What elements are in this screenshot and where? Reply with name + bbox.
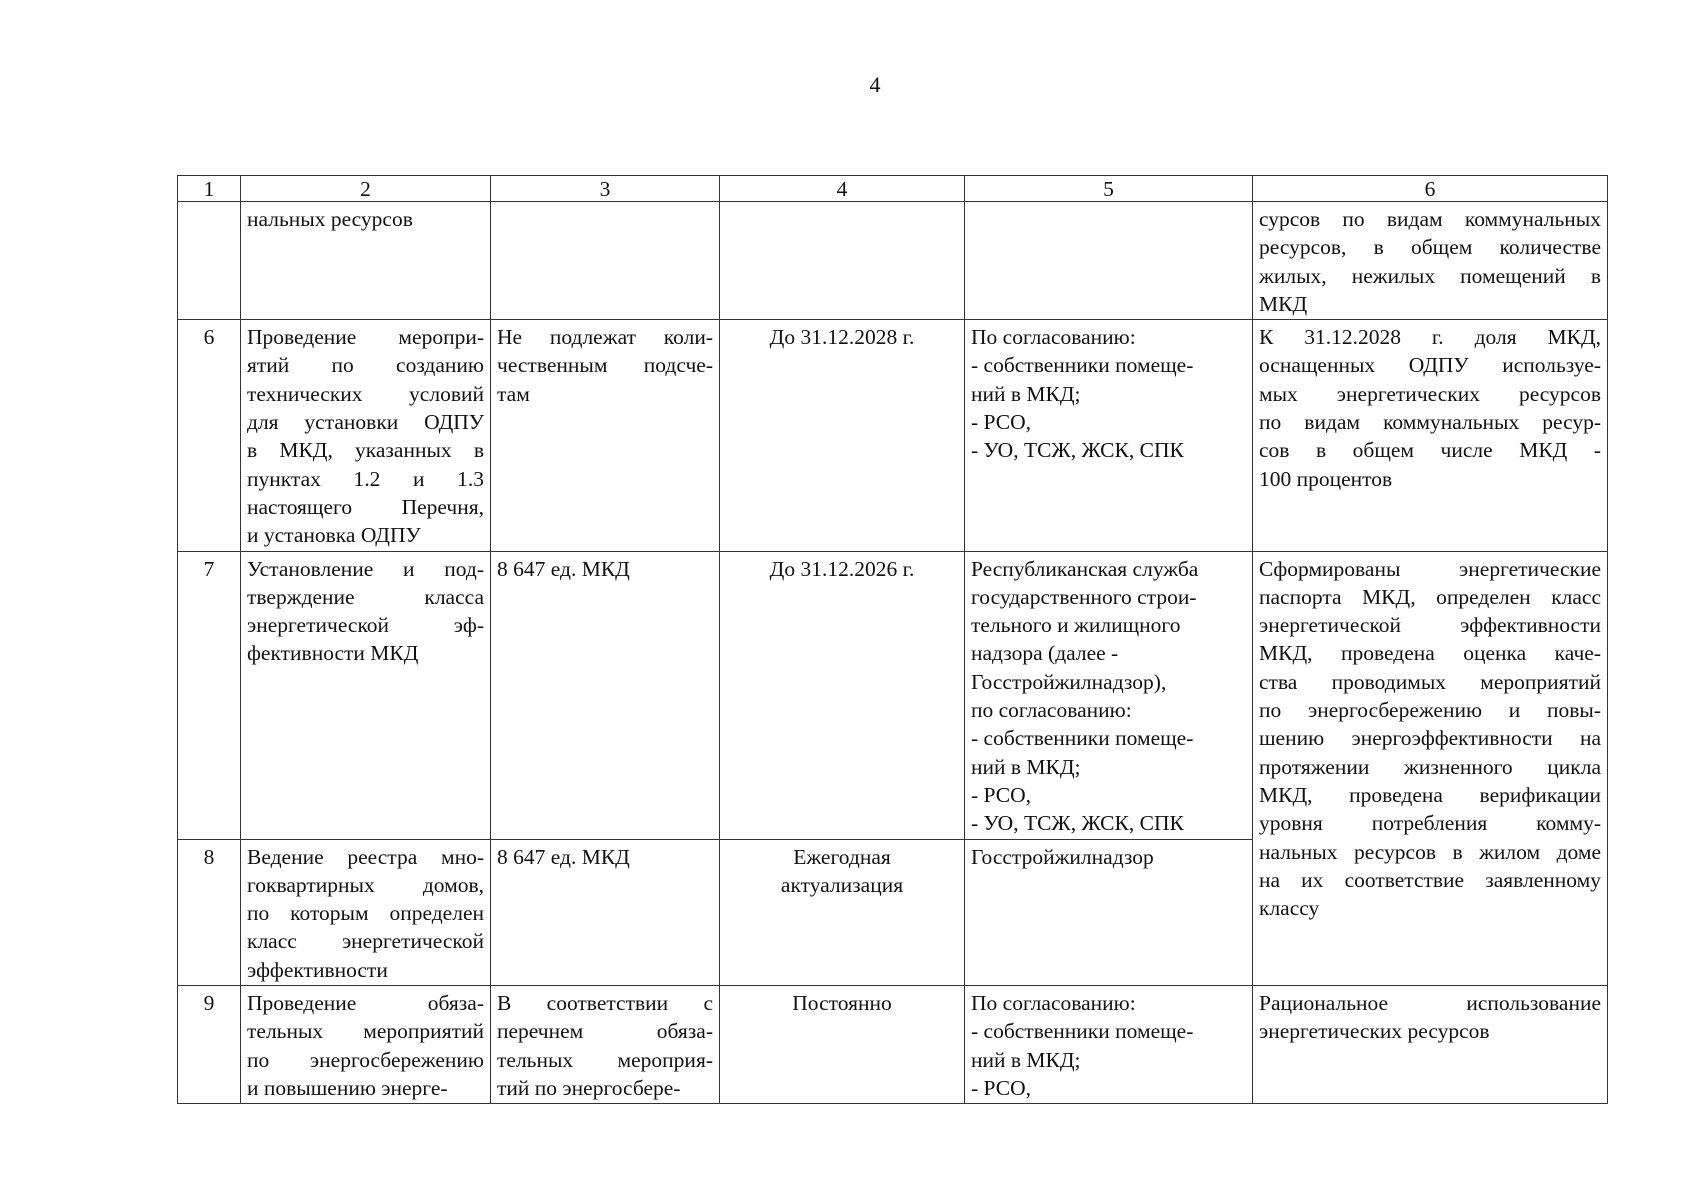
cell-line: МКД, проведена оценка каче-	[1259, 641, 1601, 666]
responsible-cell	[965, 202, 1253, 320]
row-number-cell	[178, 202, 241, 320]
deadline-cell	[720, 986, 965, 1104]
cell-line: Не подлежат коли-	[497, 325, 713, 350]
cell-line: В соответствии с	[497, 991, 713, 1016]
cell-line: гоквартирных домов,	[247, 872, 484, 897]
cell-line: сов в общем числе МКД -	[1259, 438, 1601, 463]
cell-line: нальных ресурсов	[247, 207, 413, 231]
cell-line: тельного и жилищного	[971, 613, 1181, 638]
quantity-cell	[491, 320, 720, 551]
cell-line: для установки ОДПУ	[247, 410, 484, 435]
cell-line: по которым определен	[247, 901, 484, 926]
cell-line: - собственники помеще-	[971, 353, 1194, 378]
cell-line: Постоянно	[792, 991, 892, 1016]
cell-line: - РСО,	[971, 1075, 1031, 1100]
table-header-row	[178, 176, 1608, 202]
cell-line: жилых, нежилых помещений в	[1259, 263, 1601, 288]
cell-line: Сформированы энергетические	[1259, 556, 1601, 581]
cell-line: Рациональное использование	[1259, 991, 1601, 1016]
header-cell: 1	[178, 176, 241, 202]
cell-line: ний в МКД;	[971, 381, 1081, 406]
cell-line: по видам коммунальных ресур-	[1259, 410, 1601, 435]
cell-line: ресурсов, в общем количестве	[1259, 235, 1601, 260]
cell-line: До 31.12.2026 г.	[769, 556, 915, 581]
cell-line: Проведение меропри-	[247, 325, 484, 350]
measure-cell	[241, 551, 491, 839]
cell-line: Установление и под-	[247, 556, 484, 581]
cell-line: настоящего Перечня,	[247, 494, 484, 519]
cell-line: - собственники помеще-	[971, 726, 1194, 751]
measures-table	[177, 175, 1608, 1104]
cell-line: фективности МКД	[247, 641, 419, 666]
result-cell	[1253, 320, 1608, 551]
responsible-cell	[965, 320, 1253, 551]
cell-line: МКД	[1259, 291, 1308, 316]
cell-line: энергетической эф-	[247, 613, 484, 638]
cell-line: - собственники помеще-	[971, 1019, 1194, 1044]
cell-line: ятий по созданию	[247, 353, 484, 378]
responsible-cell	[965, 551, 1253, 839]
cell-line: Ведение реестра мно-	[247, 844, 484, 869]
cell-line: 100 процентов	[1259, 466, 1393, 491]
deadline-cell	[720, 839, 965, 985]
cell-line: До 31.12.2028 г.	[769, 325, 915, 350]
deadline-cell	[720, 320, 965, 551]
cell-line: тельных мероприятий	[247, 1019, 484, 1044]
cell-line: чественным подсче-	[497, 353, 713, 378]
cell-line: - РСО,	[971, 410, 1031, 435]
cell-line: - УО, ТСЖ, ЖСК, СПК	[971, 811, 1184, 836]
cell-line: пунктах 1.2 и 1.3	[247, 466, 484, 491]
measure-cell	[241, 202, 491, 320]
cell-line: в МКД, указанных в	[247, 438, 484, 463]
deadline-cell	[720, 551, 965, 839]
cell-line: - УО, ТСЖ, ЖСК, СПК	[971, 438, 1184, 463]
cell-line: класс энергетической	[247, 929, 484, 954]
cell-line: Госстройжилнадзор	[971, 844, 1154, 869]
cell-line: МКД, проведена верификации	[1259, 782, 1601, 807]
cell-line: уровня потребления комму-	[1259, 811, 1601, 836]
cell-line: ний в МКД;	[971, 754, 1081, 779]
cell-line: тий по энергосбере-	[497, 1075, 681, 1100]
quantity-cell	[491, 839, 720, 985]
cell-line: шению энергоэффективности на	[1259, 726, 1601, 751]
row-number-cell: 6	[178, 320, 241, 551]
quantity-cell	[491, 202, 720, 320]
header-cell: 5	[965, 176, 1253, 202]
cell-line: оснащенных ОДПУ используе-	[1259, 353, 1601, 378]
result-cell	[1253, 986, 1608, 1104]
quantity-cell	[491, 551, 720, 839]
cell-line: и установка ОДПУ	[247, 523, 421, 548]
deadline-cell	[720, 202, 965, 320]
cell-line: сурсов по видам коммунальных	[1259, 207, 1601, 231]
cell-line: 8 647 ед. МКД	[497, 556, 630, 581]
cell-line: По согласованию:	[971, 325, 1136, 350]
cell-line: - РСО,	[971, 782, 1031, 807]
measure-cell	[241, 839, 491, 985]
table-row	[178, 320, 1608, 551]
quantity-cell	[491, 986, 720, 1104]
cell-line: по согласованию:	[971, 698, 1132, 723]
cell-line: актуализация	[780, 872, 904, 897]
header-cell: 6	[1253, 176, 1608, 202]
cell-line: классу	[1259, 896, 1320, 921]
row-number-cell: 7	[178, 551, 241, 839]
measure-cell	[241, 986, 491, 1104]
cell-line: на их соответствие заявленному	[1259, 867, 1601, 892]
responsible-cell	[965, 986, 1253, 1104]
header-cell: 2	[241, 176, 491, 202]
row-number-cell: 9	[178, 986, 241, 1104]
cell-line: 8 647 ед. МКД	[497, 844, 630, 869]
cell-line: по энергосбережению и повы-	[1259, 698, 1601, 723]
cell-line: К 31.12.2028 г. доля МКД,	[1259, 325, 1601, 350]
cell-line: Госстройжилнадзор),	[971, 669, 1167, 694]
cell-line: эффективности	[247, 957, 388, 982]
cell-line: ний в МКД;	[971, 1047, 1081, 1072]
cell-line: тверждение класса	[247, 584, 484, 609]
cell-line: паспорта МКД, определен класс	[1259, 584, 1601, 609]
header-cell: 3	[491, 176, 720, 202]
cell-line: энергетической эффективности	[1259, 613, 1601, 638]
row-number-cell: 8	[178, 839, 241, 985]
cell-line: Ежегодная	[793, 844, 891, 869]
cell-line: Республиканская служба	[971, 556, 1199, 581]
cell-line: и повышению энерге-	[247, 1075, 448, 1100]
table-row	[178, 202, 1608, 320]
table-row	[178, 986, 1608, 1104]
cell-line: государственного строи-	[971, 584, 1197, 609]
cell-line: мых энергетических ресурсов	[1259, 381, 1601, 406]
cell-line: технических условий	[247, 381, 484, 406]
cell-line: надзора (далее -	[971, 641, 1119, 666]
table-row	[178, 551, 1608, 839]
cell-line: перечнем обяза-	[497, 1019, 713, 1044]
cell-line: по энергосбережению	[247, 1047, 484, 1072]
cell-line: там	[497, 381, 530, 406]
result-cell	[1253, 551, 1608, 985]
measure-cell	[241, 320, 491, 551]
result-cell	[1253, 202, 1608, 320]
cell-line: энергетических ресурсов	[1259, 1019, 1490, 1044]
cell-line: Проведение обяза-	[247, 991, 484, 1016]
page-number: 4	[869, 72, 881, 97]
cell-line: нальных ресурсов в жилом доме	[1259, 839, 1601, 864]
cell-line: тельных мероприя-	[497, 1047, 713, 1072]
cell-line: ства проводимых мероприятий	[1259, 669, 1601, 694]
cell-line: По согласованию:	[971, 991, 1136, 1016]
responsible-cell	[965, 839, 1253, 985]
header-cell: 4	[720, 176, 965, 202]
cell-line: протяжении жизненного цикла	[1259, 754, 1601, 779]
